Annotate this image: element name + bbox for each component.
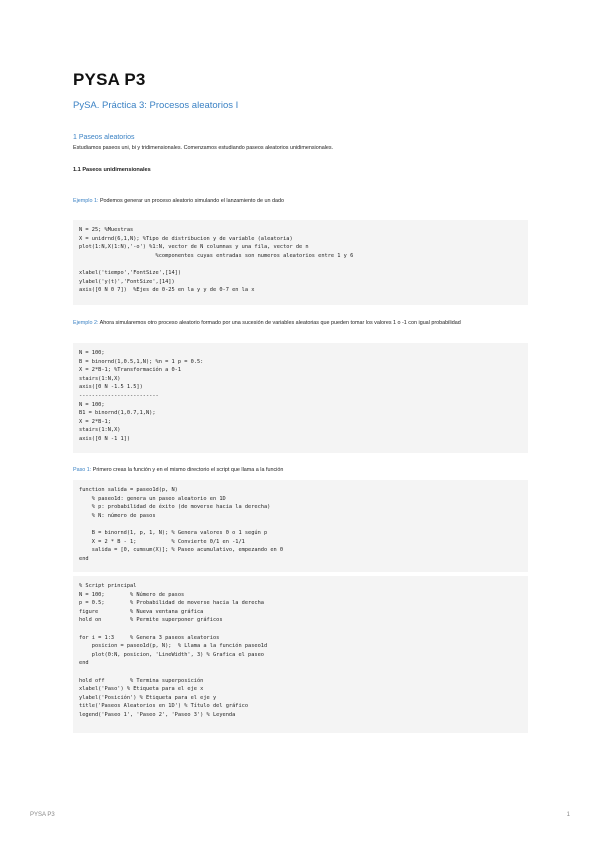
code-block-example-1: N = 25; %Muestras X = unidrnd(6,1,N); %Tipo de distribucion y de variable (aleatoria) plot(1:N,X(1:N),'-o') %1:N, vector de N columnas y una fila, vector de n %componentes cuyas entradas son numeros aleatorios entre 1 y 6 xlabel('tiempo','FontSize',[14]) ylabel('y(t)','FontSize',[14]) axis([0 N 0 7]) %Ejes de 0-25 en la y y de 0-7 en la x: [73, 220, 528, 305]
code-block-script: % Script principal N = 100; % Número de pasos p = 0.5; % Probabilidad de moverse hacia la derecha figure % Nueva ventana gráfica hold on % Permite superponer gráficos for i = 1:3 % Genera 3 paseos aleatorios posicion = paseo1d(p, N); % Llama a la función paseo1d plot(0:N, posicion, 'LineWidth', 3) % Grafica el paseo end hold off % Termina superposición xlabel('Paso') % Etiqueta para el eje x ylabel('Posición') % Etiqueta para el eje y title('Paseos Aleatorios en 1D') % Título del gráfico legend('Paseo 1', 'Paseo 2', 'Paseo 3') % Leyenda: [73, 576, 528, 733]
section-intro: Estudiamos paseos uni, bi y tridimensionales. Comenzamos estudiando paseos aleatorios unidimensionales.: [73, 145, 334, 151]
code-block-example-2: N = 100; B = binornd(1,0.5,1,N); %n = 1 p = 0.5: X = 2*B-1; %Transformación a 0-1 stairs(1:N,X) axis([0 N -1.5 1.5]) ------------------------- N = 100; B1 = binornd(1,0.7,1,N); X = 2*B-1; stairs(1:N,X) axis([0 N -1 1]): [73, 343, 528, 453]
footer-title: PYSA P3: [30, 812, 55, 818]
example-2-paragraph: [73, 319, 528, 327]
example-1-label: Ejemplo 1:: [73, 198, 99, 204]
code-block-function: function salida = paseo1d(p, N) % paseo1d: genera un paseo aleatorio en 1D % p: probabilidad de éxito (de moverse hacia la derecha) % N: número de pasos B = binornd(1, p, 1, N); % Genera valores 0 o 1 según p X = 2 * B - 1; % Convierte 0/1 en -1/1 salida = [0, cumsum(X)]; % Paseo acumulativo, empezando en 0 end: [73, 480, 528, 572]
page-title: PYSA P3: [73, 70, 146, 89]
section-heading-paseos: 1 Paseos aleatorios: [73, 134, 135, 141]
example-2-label: Ejemplo 2:: [73, 320, 99, 326]
page-subtitle: PySA. Práctica 3: Procesos aleatorios I: [73, 100, 239, 111]
step-1-paragraph: [73, 466, 528, 474]
subsection-heading-unidimensionales: 1.1 Paseos unidimensionales: [73, 167, 151, 173]
example-1-text: Podemos generar un proceso aleatorio simulando el lanzamiento de un dado: [98, 198, 284, 204]
page-number: 1: [566, 812, 570, 818]
example-2-text: Ahora simularemos otro proceso aleatorio formado por una sucesión de variables aleatorias que pueden tomar los valores 1 o -1 con igual probabilidad: [98, 320, 461, 326]
step-1-label: Paso 1:: [73, 467, 92, 473]
step-1-text: Primero creas la función y en el mismo directorio el script que llama a la función: [91, 467, 284, 473]
example-1-paragraph: [73, 197, 528, 205]
